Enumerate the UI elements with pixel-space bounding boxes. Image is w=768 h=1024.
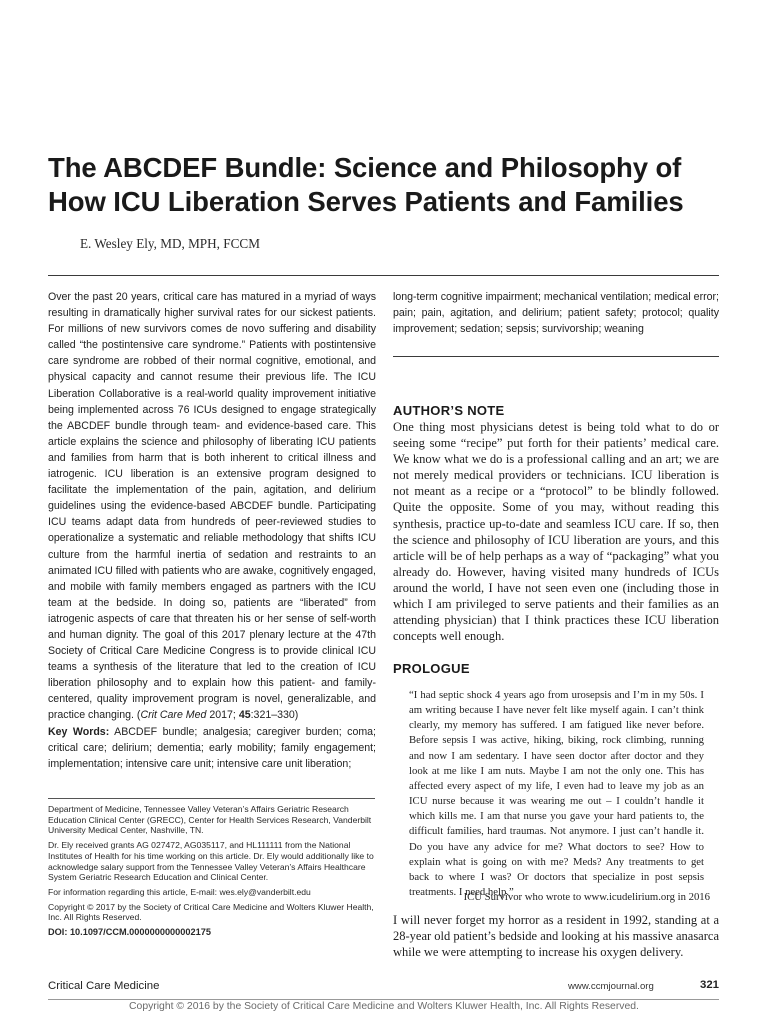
abstract-paragraph (48, 289, 376, 724)
authors-note-heading: AUTHOR’S NOTE (393, 403, 505, 418)
header-divider (48, 275, 719, 276)
copyright-banner: Copyright © 2016 by the Society of Critical Care Medicine and Wolters Kluwer Health, Inc. All Rights Reserved. (129, 1001, 639, 1012)
contact-note: For information regarding this article, E-mail: wes.ely@vanderbilt.edu (48, 886, 311, 897)
prologue-quote: “I had septic shock 4 years ago from urosepsis and I’m in my 50s. I am writing because I have never felt like myself again. I can’t think clearly, my memory has suffered. I am fatigued like never before. Before sepsis I was active, hiking, biking, rock climbing, running and now I am sedentary. I have seen doctor after doctor and they look at me like I am nuts. Maybe I am not the only one. This has affected every aspect of my life, I even had to leave my job as an ICU nurse because it was wearing me out – I couldn’t handle it which kills me. I am that nurse you gave your hard patients to, the difficult families, hard traumas. Not anymore. I just can’t handle it. Do you have any advice for me? What doctors to see? How to explain what is going on with me? Meds? Any treatments to get back to where I was? Or doctors that specialize in post sepsis treatments. I need help.” (409, 689, 704, 899)
funding-note: Dr. Ely received grants AG 027472, AG035117, and HL111111 from the National Institutes of Health for his time working on this article. Dr. Ely would additionally like to acknowledge salary support from the Tennessee Valley Veteran’s Affairs Healthcare System Geriatric Research Education and Clinical Center. (48, 840, 374, 883)
abstract-column (48, 289, 376, 772)
citation-pages: :321–330) (250, 709, 299, 722)
keywords-paragraph (48, 724, 376, 772)
authors-note-text: One thing most physicians detest is being told what to do or seeing some “recipe” put forth for their patients’ medical care. We know what we do is a professional calling and an art; we are not merely medical providers or technicians. ICU liberation is not meant as a recipe or a “protocol” to be blindly followed. Quite the opposite. Some of you may, without reading this synthesis, practice up-to-date and seamless ICU care. If so, then the science and philosophy of ICU liberation are yours, and this article will be of help perhaps as a way of “packaging” what you already do. However, having visited many hundreds of ICUs around the world, I have not seen even one (including those in which I am privileged to serve patients and their families as an attending physician) that I think practices these ICU liberation concepts well enough. (393, 420, 719, 644)
journal-name: Critical Care Medicine (48, 980, 160, 992)
keywords-divider (393, 356, 719, 357)
citation-open: ( (133, 709, 141, 722)
affiliation-note: Department of Medicine, Tennessee Valley Veteran’s Affairs Geriatric Research Education Clinical Center (GRECC), Center for Health Services Research, Vanderbilt University Medical Center, Nashville, TN. (48, 804, 372, 836)
citation-journal: Crit Care Med (140, 709, 207, 722)
article-title: The ABCDEF Bundle: Science and Philosophy of How ICU Liberation Serves Patients and Families (48, 152, 684, 217)
abstract-text: Over the past 20 years, critical care has matured in a myriad of ways resulting in dramatically higher survival rates for our sickest patients. For millions of new survivors comes de novo suffering and disability called “the postintensive care syndrome.” Patients with postintensive care syndrome are robbed of their normal cognitive, emotional, and physical capacity and cannot resume their previous life. The ICU Liberation Collaborative is a real-world quality improvement initiative being implemented across 76 ICUs designed to engage strategically the ABCDEF bundle through team- and evidence-based care. This article explains the science and philosophy of liberating ICU patients and families from harm that is both inherent to critical illness and iatrogenic. ICU liberation is an extensive program designed to facilitate the implementation of the pain, agitation, and delirium guidelines using the evidence-based ABCDEF bundle. Participating ICU teams adapt data from hundreds of peer-reviewed studies to operationalize a systematic and reliable methodology that shifts ICU culture from the harmful inertia of sedation and restraints to an animated ICU filled with patients who are awake, cognitively engaged, and mobile with family members engaged as partners with the ICU team at the bedside. In doing so, patients are “liberated” from iatrogenic aspects of care that threaten his or her sense of self-worth and human dignity. The goal of this 2017 plenary lecture at the 47th Society of Critical Care Medicine Congress is to provide clinical ICU teams a synthesis of the literature that led to the creation of ICU liberation philosophy and to explain how this patient- and family-centered, quality improvement program is novel, generalizable, and practice changing. (48, 291, 377, 722)
doi: DOI: 10.1097/CCM.0000000000002175 (48, 927, 211, 938)
citation-year: 2017; (206, 709, 239, 722)
citation-volume: 45 (238, 709, 251, 722)
footnote-divider (48, 798, 375, 799)
keywords-label: Key Words: (48, 725, 110, 738)
journal-url[interactable]: www.ccmjournal.org (568, 981, 654, 992)
keywords-continued: long-term cognitive impairment; mechanical ventilation; medical error; pain; pain, agitation, and delirium; patient safety; protocol; quality improvement; sedation; sepsis; survivorship; weaning (393, 291, 719, 336)
prologue-heading: PROLOGUE (393, 661, 470, 676)
keywords-left-text: ABCDEF bundle; analgesia; caregiver burden; coma; critical care; delirium; dementia; early mobility; family engagement; implementation; intensive care unit; intensive care unit liberation; (48, 725, 377, 770)
footnotes (48, 804, 376, 942)
article-copyright: Copyright © 2017 by the Society of Critical Care Medicine and Wolters Kluwer Health, Inc. All Rights Reserved. (48, 901, 374, 923)
page-footer-divider (48, 999, 719, 1000)
page-number: 321 (700, 979, 720, 991)
quote-attribution: ICU Survivor who wrote to www.icudelirium.org in 2016 (463, 891, 710, 903)
author-byline: E. Wesley Ely, MD, MPH, FCCM (80, 236, 260, 251)
prologue-paragraph: I will never forget my horror as a resident in 1992, standing at a 28-year old patient’s bedside and looking at his massive anasarca while we were attempting to increase his oxygen delivery. (393, 913, 719, 960)
